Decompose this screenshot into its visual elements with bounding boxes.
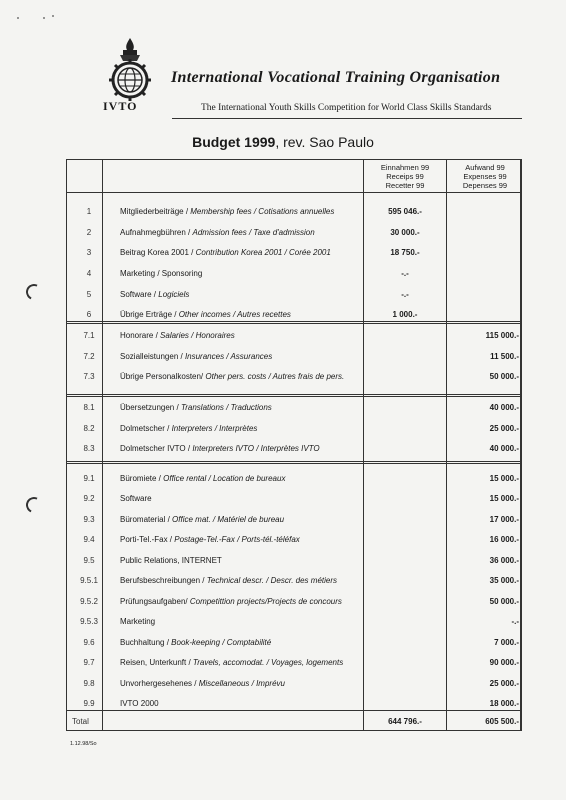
table-row: [67, 267, 521, 281]
row-number: 9.5.1: [80, 576, 98, 585]
header-separator: [67, 192, 521, 193]
row-number: 7.1: [83, 331, 95, 340]
table-row: [67, 472, 521, 486]
row-description-translation: Postage-Tel.-Fax / Ports-tél.-téléfax: [174, 535, 300, 544]
total-expense: 605 500.-: [485, 717, 519, 726]
table-row: [67, 615, 521, 629]
scan-speck: [17, 17, 19, 19]
row-income: 18 750.-: [390, 248, 420, 257]
row-expense: 15 000.-: [489, 474, 519, 483]
row-description: [120, 267, 202, 281]
row-number: 9.5: [83, 556, 95, 565]
row-description-translation: Interpreters IVTO / Interprètes IVTO: [192, 444, 320, 453]
row-description-translation: Office rental / Location de bureaux: [163, 474, 286, 483]
row-description-translation: Contribution Korea 2001 / Corée 2001: [195, 248, 331, 257]
row-description: [120, 246, 331, 260]
row-number: 8.2: [83, 424, 95, 433]
row-expense: 35 000.-: [489, 576, 519, 585]
row-description-de: Public Relations, INTERNET: [120, 556, 222, 565]
row-expense: 40 000.-: [489, 403, 519, 412]
row-number: 5: [86, 290, 92, 299]
income-header-fr: Recetter 99: [385, 181, 425, 190]
row-description-de: Software: [120, 494, 152, 503]
row-description-de: Beitrag Korea 2001 /: [120, 248, 196, 257]
row-description-de: IVTO 2000: [120, 699, 159, 708]
row-description-translation: Interpreters / Interprètes: [171, 424, 258, 433]
row-description-de: Porti-Tel.-Fax /: [120, 535, 175, 544]
organisation-subtitle: The International Youth Skills Competition for World Class Skills Standards: [201, 103, 492, 113]
table-row: [67, 513, 521, 527]
row-description-translation: Travels, accomodat. / Voyages, logements: [192, 658, 344, 667]
row-number: 9.7: [83, 658, 95, 667]
scan-speck: [52, 15, 54, 17]
row-description-de: Mitgliederbeiträge /: [120, 207, 191, 216]
table-row: [67, 595, 521, 609]
row-description: [120, 350, 272, 364]
total-row: [67, 715, 521, 729]
document-title-revision: , rev. Sao Paulo: [275, 134, 374, 150]
table-row: [67, 656, 521, 670]
row-expense: 36 000.-: [489, 556, 519, 565]
row-description-de: Dolmetscher IVTO /: [120, 444, 193, 453]
row-income: -.-: [401, 269, 409, 278]
row-number: 9.8: [83, 679, 95, 688]
row-number: 4: [86, 269, 92, 278]
table-row: [67, 697, 521, 711]
row-description-de: Software /: [120, 290, 159, 299]
row-expense: 115 000.-: [485, 331, 519, 340]
row-description-de: Aufnahmegbühren /: [120, 228, 193, 237]
section-separator-8: [67, 394, 521, 397]
row-description: [120, 492, 152, 506]
row-description: [120, 513, 284, 527]
row-description-translation: Competittion projects/Projects de concours: [189, 597, 342, 606]
row-expense: 15 000.-: [489, 494, 519, 503]
row-description-translation: Insurances / Assurances: [184, 352, 273, 361]
row-description-de: Übrige Erträge /: [120, 310, 179, 319]
income-header-de: Einnahmen 99: [380, 163, 430, 172]
table-row: [67, 533, 521, 547]
row-number: 9.1: [83, 474, 95, 483]
table-row: [67, 574, 521, 588]
row-number: 1: [86, 207, 92, 216]
row-description: [120, 370, 344, 384]
row-description-translation: Office mat. / Matériel de bureau: [172, 515, 285, 524]
document-title-main: Budget 1999: [192, 134, 276, 150]
row-description-translation: Membership fees / Cotisations annuelles: [190, 207, 335, 216]
total-label: Total: [72, 717, 89, 726]
table-row: [67, 308, 521, 322]
row-description-translation: Miscellaneous / Imprévu: [198, 679, 285, 688]
row-expense: 90 000.-: [489, 658, 519, 667]
row-description-de: Unvorhergesehenes /: [120, 679, 199, 688]
row-description: [120, 308, 291, 322]
expenses-header-de: Aufwand 99: [465, 163, 505, 172]
row-description: [120, 401, 272, 415]
header-rule: [172, 118, 522, 119]
table-row: [67, 401, 521, 415]
row-number: 9.5.3: [80, 617, 98, 626]
row-number: 8.1: [83, 403, 95, 412]
table-row: [67, 329, 521, 343]
punch-hole-bottom: [24, 495, 45, 516]
row-description-de: Buchhaltung /: [120, 638, 172, 647]
row-description-translation: Technical descr. / Descr. des métiers: [206, 576, 338, 585]
budget-table: [66, 159, 522, 731]
row-description: [120, 595, 342, 609]
expenses-column-header: [449, 163, 521, 190]
row-description: [120, 574, 337, 588]
row-expense: 40 000.-: [489, 444, 519, 453]
section-separator-9: [67, 461, 521, 464]
row-description: [120, 697, 159, 711]
row-description: [120, 533, 300, 547]
row-description: [120, 656, 343, 670]
expenses-header-en: Expenses 99: [463, 172, 507, 181]
row-expense: 18 000.-: [489, 699, 519, 708]
row-description-translation: Other incomes / Autres recettes: [178, 310, 291, 319]
row-description-de: Honorare /: [120, 331, 161, 340]
row-number: 9.4: [83, 535, 95, 544]
row-description-de: Marketing / Sponsoring: [120, 269, 203, 278]
row-number: 9.6: [83, 638, 95, 647]
row-description: [120, 329, 235, 343]
row-number: 8.3: [83, 444, 95, 453]
row-description-de: Prüfungsaufgaben/: [120, 597, 190, 606]
row-description: [120, 554, 222, 568]
table-row: [67, 350, 521, 364]
income-column-header: [365, 163, 445, 190]
total-income: 644 796.-: [388, 717, 422, 726]
row-number: 7.3: [83, 372, 95, 381]
row-description-translation: Admission fees / Taxe d'admission: [192, 228, 315, 237]
row-number: 7.2: [83, 352, 95, 361]
organisation-title: International Vocational Training Organisation: [171, 69, 501, 86]
table-row: [67, 636, 521, 650]
scan-speck: [43, 17, 45, 19]
row-description-de: Marketing: [120, 617, 156, 626]
row-description: [120, 636, 271, 650]
row-description-de: Dolmetscher /: [120, 424, 172, 433]
row-income: -.-: [401, 290, 409, 299]
row-expense: 50 000.-: [489, 597, 519, 606]
row-description-translation: Translations / Traductions: [180, 403, 272, 412]
row-description-de: Büromiete /: [120, 474, 164, 483]
row-income: 30 000.-: [390, 228, 420, 237]
document-title: [0, 134, 566, 150]
row-description: [120, 442, 320, 456]
row-number: 6: [86, 310, 92, 319]
table-row: [67, 288, 521, 302]
row-number: 9.9: [83, 699, 95, 708]
row-expense: 16 000.-: [489, 535, 519, 544]
income-header-en: Receips 99: [386, 172, 424, 181]
row-description-de: Übrige Personalkosten/: [120, 372, 206, 381]
table-row: [67, 677, 521, 691]
row-number: 9.2: [83, 494, 95, 503]
row-number: 3: [86, 248, 92, 257]
table-row: [67, 492, 521, 506]
table-row: [67, 246, 521, 260]
row-expense: 50 000.-: [489, 372, 519, 381]
table-row: [67, 442, 521, 456]
row-description: [120, 615, 155, 629]
row-expense: 25 000.-: [489, 679, 519, 688]
row-number: 9.3: [83, 515, 95, 524]
row-income: 1 000.-: [392, 310, 418, 319]
punch-hole-top: [24, 282, 45, 303]
row-description: [120, 288, 189, 302]
table-row: [67, 554, 521, 568]
table-row: [67, 226, 521, 240]
row-description-de: Übersetzungen /: [120, 403, 181, 412]
row-description: [120, 205, 334, 219]
row-expense: -.-: [511, 617, 519, 626]
row-description-de: Sozialleistungen /: [120, 352, 185, 361]
row-description-de: Reisen, Unterkunft /: [120, 658, 193, 667]
row-description: [120, 422, 257, 436]
row-expense: 11 500.-: [490, 352, 519, 361]
row-number: 2: [86, 228, 92, 237]
row-description-de: Büromaterial /: [120, 515, 173, 524]
table-row: [67, 205, 521, 219]
row-description-translation: Book-keeping / Comptabilité: [171, 638, 272, 647]
row-description-de: Berufsbeschreibungen /: [120, 576, 207, 585]
expenses-header-fr: Depenses 99: [462, 181, 508, 190]
row-expense: 7 000.-: [494, 638, 519, 647]
row-income: 595 046.-: [388, 207, 422, 216]
row-description: [120, 472, 285, 486]
row-expense: 17 000.-: [489, 515, 519, 524]
logo-caption: IVTO: [103, 99, 138, 113]
row-description-translation: Logiciels: [158, 290, 190, 299]
row-description-translation: Other pers. costs / Autres frais de pers.: [205, 372, 345, 381]
table-row: [67, 370, 521, 384]
row-number: 9.5.2: [80, 597, 98, 606]
table-row: [67, 422, 521, 436]
row-expense: 25 000.-: [489, 424, 519, 433]
document-footer: 1.12.98/So: [70, 741, 97, 747]
row-description: [120, 226, 315, 240]
row-description-translation: Salaries / Honoraires: [160, 331, 235, 340]
row-description: [120, 677, 285, 691]
